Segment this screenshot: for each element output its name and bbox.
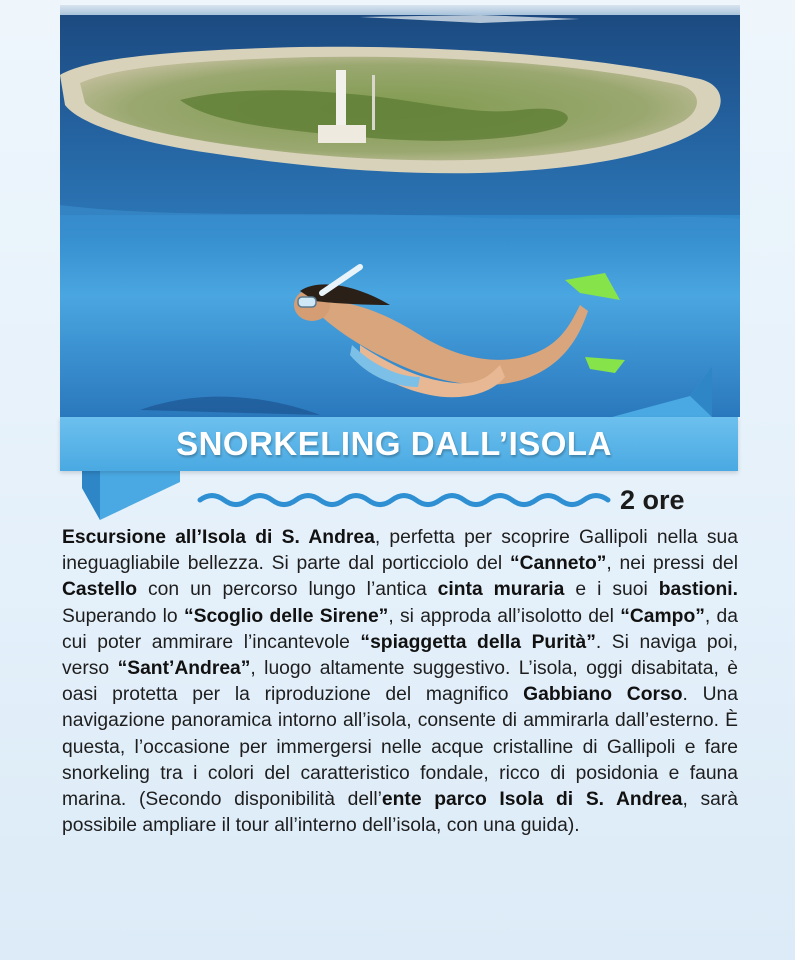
text-segment: . Si naviga poi, verso [62, 631, 738, 680]
text-segment: , da cui poter ammirare l’incantevole [62, 605, 738, 653]
text-segment: “Scoglio delle Sirene” [183, 605, 389, 627]
wave-divider [200, 496, 608, 505]
text-segment: “Canneto” [509, 553, 607, 575]
text-segment: e i suoi [564, 579, 659, 601]
text-segment: Escursione all’Isola di S. Andrea [62, 527, 375, 548]
text-segment: bastioni. [658, 579, 739, 601]
lighthouse [336, 70, 346, 132]
text-segment: , nei pressi del [606, 553, 738, 575]
text-segment: Gabbiano Corso [523, 684, 683, 706]
text-segment: , si approda all’isolotto del [388, 605, 621, 627]
text-segment: “Sant’Andrea” [117, 658, 251, 680]
page-title: SNORKELING DALL’ISOLA [176, 425, 612, 462]
text-segment: Castello [62, 579, 138, 601]
text-segment: . Una navigazione panoramica intorno all’isola, consente di ammirarla dall’esterno. È questa, l’occasione per immergersi nelle acque cristalline di Gallipoli e fare snorkeling tra i colori del caratteristico fondale, ricco di posidonia e fauna marina. (Secondo disponibilità dell’ [62, 684, 738, 811]
hero-photo [60, 5, 740, 417]
duration-label: 2 ore [620, 485, 685, 515]
text-segment: “Campo” [620, 605, 705, 627]
text-segment: “spiaggetta della Purità” [360, 631, 596, 653]
island-snorkel-illustration [60, 5, 740, 417]
description-paragraph [62, 525, 738, 839]
text-segment: , sarà possibile ampliare il tour all’interno dell’isola, con una guida). [62, 789, 738, 837]
text-segment: , luogo altamente suggestivo. L’isola, oggi disabitata, è oasi protetta per la riproduzione del magnifico [62, 658, 738, 706]
text-segment: con un percorso lungo l’antica [137, 579, 438, 601]
text-segment: Superando lo [62, 605, 184, 627]
title-banner [60, 417, 738, 471]
text-segment: , perfetta per scoprire Gallipoli nella sua ineguagliabile bellezza. Si parte dal porticciolo del [62, 527, 738, 575]
text-segment: ente parco Isola di S. Andrea [381, 789, 683, 811]
text-segment: cinta muraria [437, 579, 565, 601]
